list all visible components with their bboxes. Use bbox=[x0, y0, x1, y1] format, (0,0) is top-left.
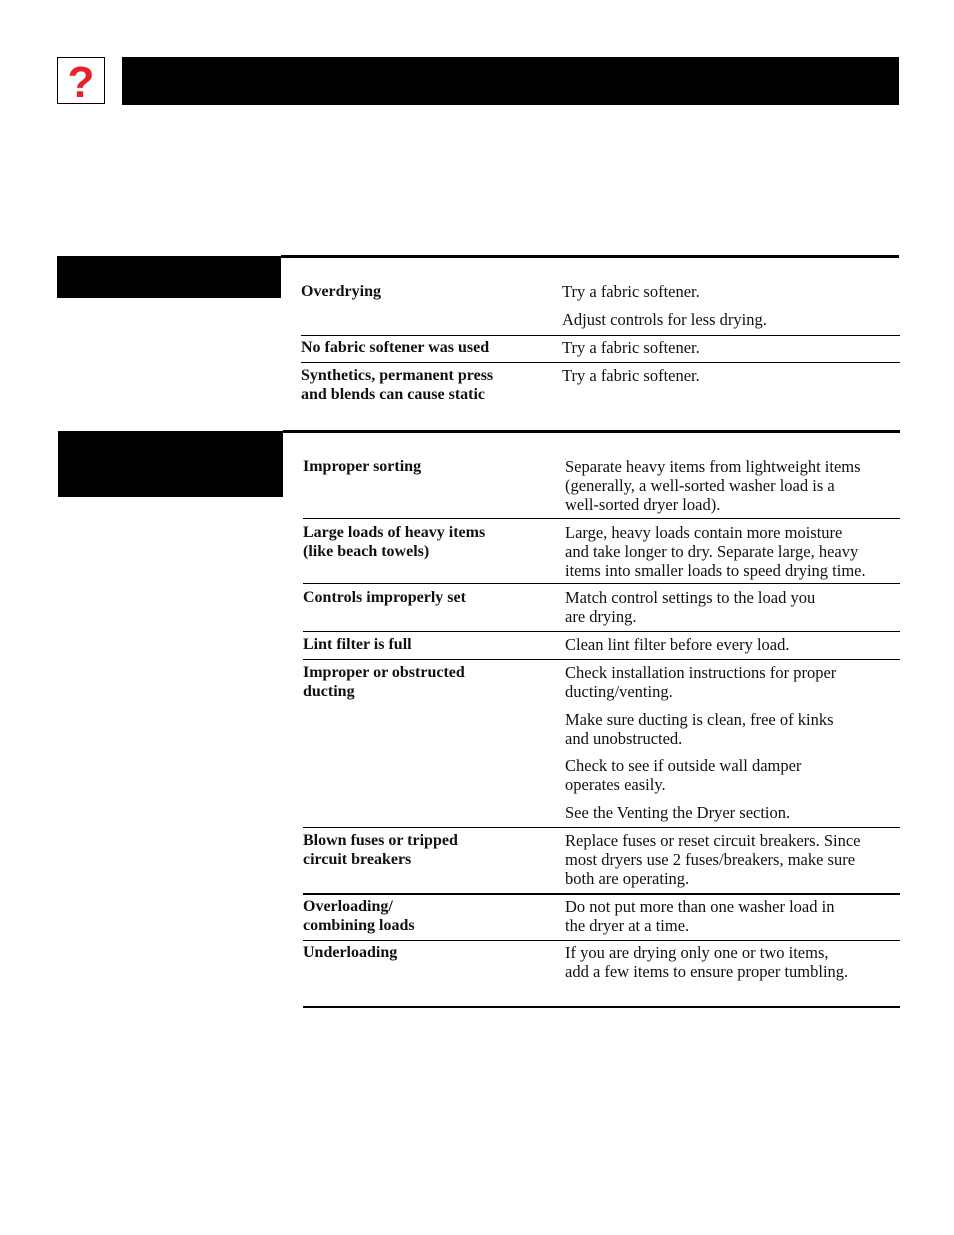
header-bar bbox=[122, 57, 899, 105]
cause-line: Overloading/ bbox=[303, 898, 393, 915]
section-label-block-1 bbox=[57, 256, 281, 298]
fix-text bbox=[562, 367, 700, 386]
row-divider bbox=[303, 518, 900, 519]
cause-label bbox=[301, 339, 489, 358]
table-bottom-rule bbox=[303, 1006, 900, 1008]
cause-line: No fabric softener was used bbox=[301, 339, 490, 356]
fix-line: both are operating. bbox=[565, 868, 690, 888]
fix-text bbox=[565, 757, 801, 795]
fix-line: most dryers use 2 fuses/breakers, make sure bbox=[565, 849, 856, 869]
cause-label bbox=[301, 283, 381, 302]
fix-line: If you are drying only one or two items, bbox=[565, 943, 829, 962]
cause-line: Improper sorting bbox=[303, 458, 422, 475]
cause-line: combining loads bbox=[303, 916, 415, 934]
cause-label bbox=[303, 832, 458, 869]
fix-line: Match control settings to the load you bbox=[565, 588, 816, 607]
row-divider bbox=[303, 583, 900, 584]
fix-line: and take longer to dry. Separate large, heavy bbox=[565, 541, 859, 561]
fix-text bbox=[565, 636, 790, 655]
fix-text bbox=[562, 311, 767, 330]
fix-line: and unobstructed. bbox=[565, 728, 683, 748]
fix-line: Try a fabric softener. bbox=[562, 366, 700, 385]
cause-label bbox=[303, 589, 466, 608]
cause-line: Synthetics, permanent press bbox=[301, 367, 494, 384]
cause-line: Blown fuses or tripped bbox=[303, 832, 458, 849]
cause-line: (like beach towels) bbox=[303, 542, 430, 560]
cause-line: Improper or obstructed bbox=[303, 664, 465, 681]
cause-line: Controls improperly set bbox=[303, 589, 466, 606]
fix-text bbox=[565, 804, 790, 823]
svg-text:?: ? bbox=[67, 58, 95, 103]
fix-line: Do not put more than one washer load in bbox=[565, 897, 835, 916]
fix-line: Check installation instructions for proper bbox=[565, 663, 837, 682]
section-label-block-2 bbox=[58, 431, 283, 497]
fix-text bbox=[565, 944, 848, 982]
question-mark-glyph bbox=[58, 58, 104, 103]
fix-line: ducting/venting. bbox=[565, 681, 673, 701]
row-divider bbox=[303, 659, 900, 660]
fix-line: Try a fabric softener. bbox=[562, 338, 700, 357]
fix-line: Separate heavy items from lightweight items bbox=[565, 457, 861, 476]
fix-text bbox=[565, 458, 861, 514]
fix-line: are drying. bbox=[565, 606, 637, 626]
cause-line: Lint filter is full bbox=[303, 636, 412, 653]
cause-line: ducting bbox=[303, 682, 355, 700]
cause-label bbox=[303, 524, 485, 561]
fix-text bbox=[562, 283, 700, 302]
fix-line: the dryer at a time. bbox=[565, 915, 690, 935]
cause-line: circuit breakers bbox=[303, 850, 412, 868]
row-divider bbox=[303, 893, 900, 895]
fix-text bbox=[565, 832, 861, 888]
cause-line: Large loads of heavy items bbox=[303, 524, 486, 541]
cause-label bbox=[303, 944, 397, 963]
question-mark-icon bbox=[57, 57, 105, 104]
fix-text bbox=[565, 898, 834, 936]
cause-line: and blends can cause static bbox=[301, 385, 486, 403]
fix-line: Large, heavy loads contain more moisture bbox=[565, 523, 843, 542]
fix-line: add a few items to ensure proper tumbling. bbox=[565, 961, 849, 981]
section-top-rule-2 bbox=[283, 430, 900, 433]
cause-label bbox=[303, 636, 412, 655]
cause-line: Underloading bbox=[303, 944, 398, 961]
fix-line: Clean lint filter before every load. bbox=[565, 635, 790, 654]
fix-line: Replace fuses or reset circuit breakers. Since bbox=[565, 831, 861, 850]
fix-line: items into smaller loads to speed drying time. bbox=[565, 560, 866, 580]
fix-line: well-sorted dryer load). bbox=[565, 494, 721, 514]
fix-text bbox=[562, 339, 700, 358]
row-divider bbox=[301, 335, 900, 336]
fix-line: See the Venting the Dryer section. bbox=[565, 803, 791, 822]
row-divider bbox=[301, 362, 900, 363]
fix-line: Check to see if outside wall damper bbox=[565, 756, 802, 775]
fix-text bbox=[565, 589, 815, 627]
fix-line: (generally, a well-sorted washer load is a bbox=[565, 475, 835, 495]
cause-line: Overdrying bbox=[301, 283, 381, 300]
section-top-rule-1 bbox=[281, 255, 899, 258]
fix-line: Adjust controls for less drying. bbox=[562, 310, 767, 329]
cause-label bbox=[303, 458, 421, 477]
fix-text bbox=[565, 711, 834, 749]
fix-line: Try a fabric softener. bbox=[562, 282, 700, 301]
cause-label bbox=[303, 664, 465, 701]
fix-line: Make sure ducting is clean, free of kinks bbox=[565, 710, 834, 729]
fix-line: operates easily. bbox=[565, 774, 666, 794]
row-divider bbox=[303, 827, 900, 828]
cause-label bbox=[301, 367, 493, 404]
row-divider bbox=[303, 940, 900, 941]
fix-text bbox=[565, 524, 866, 580]
cause-label bbox=[303, 898, 415, 935]
fix-text bbox=[565, 664, 836, 702]
row-divider bbox=[303, 631, 900, 632]
